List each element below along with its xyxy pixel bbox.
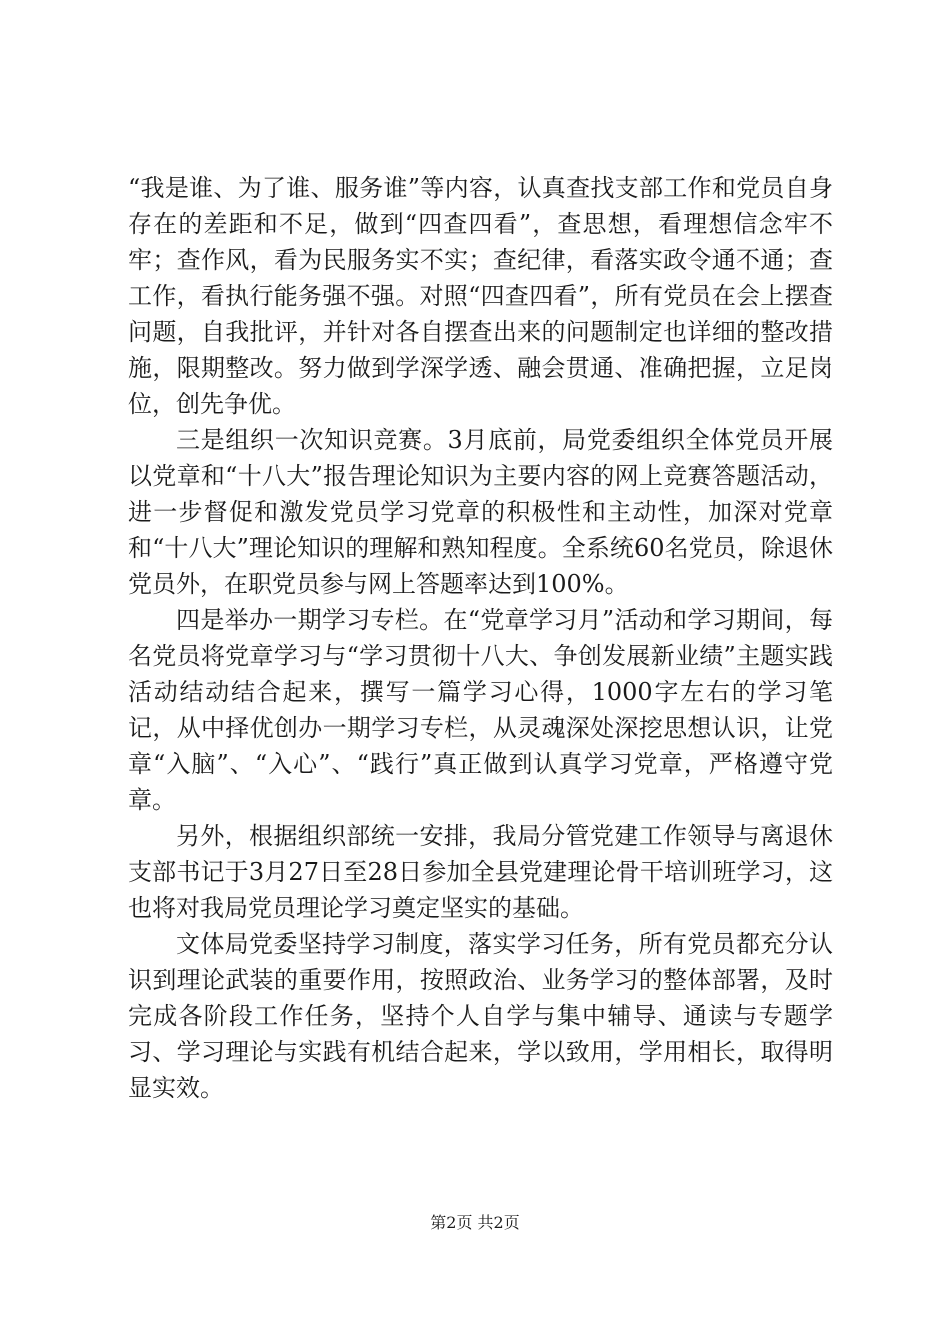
paragraph-continuation: “我是谁、为了谁、服务谁”等内容，认真查找支部工作和党员自身存在的差距和不足，做到“四查四看”，查思想，看理想信念牢不牢；查作风，看为民服务实不实；查纪律，看落实政令通不通；查工作，看执行能务强不强。对照“四查四看”，所有党员在会上摆查问题，自我批评，并针对各自摆查出来的问题制定也详细的整改措施，限期整改。努力做到学深学透、融会贯通、准确把握，立足岗位，创先争优。	[128, 174, 833, 418]
paragraph-training: 另外，根据组织部统一安排，我局分管党建工作领导与离退休支部书记于3月27日至28日参加全县党建理论骨干培训班学习，这也将对我局党员理论学习奠定坚实的基础。	[128, 822, 833, 922]
paragraph-knowledge-contest: 三是组织一次知识竞赛。3月底前，局党委组织全体党员开展以党章和“十八大”报告理论知识为主要内容的网上竞赛答题活动，进一步督促和激发党员学习党章的积极性和主动性，加深对党章和“十八大”理论知识的理解和熟知程度。全系统60名党员，除退休党员外，在职党员参与网上答题率达到100%。	[128, 426, 833, 598]
page-number-footer: 第2页 共2页	[430, 1213, 520, 1232]
document-body	[128, 170, 833, 1106]
paragraph-conclusion: 文体局党委坚持学习制度，落实学习任务，所有党员都充分认识到理论武装的重要作用，按照政治、业务学习的整体部署，及时完成各阶段工作任务，坚持个人自学与集中辅导、通读与专题学习、学习理论与实践有机结合起来，学以致用，学用相长，取得明显实效。	[128, 930, 833, 1102]
paragraph-study-column: 四是举办一期学习专栏。在“党章学习月”活动和学习期间，每名党员将党章学习与“学习贯彻十八大、争创发展新业绩”主题实践活动结动结合起来，撰写一篇学习心得，1000字左右的学习笔记，从中择优创办一期学习专栏，从灵魂深处深挖思想认识，让党章“入脑”、“入心”、“践行”真正做到认真学习党章，严格遵守党章。	[128, 606, 833, 814]
